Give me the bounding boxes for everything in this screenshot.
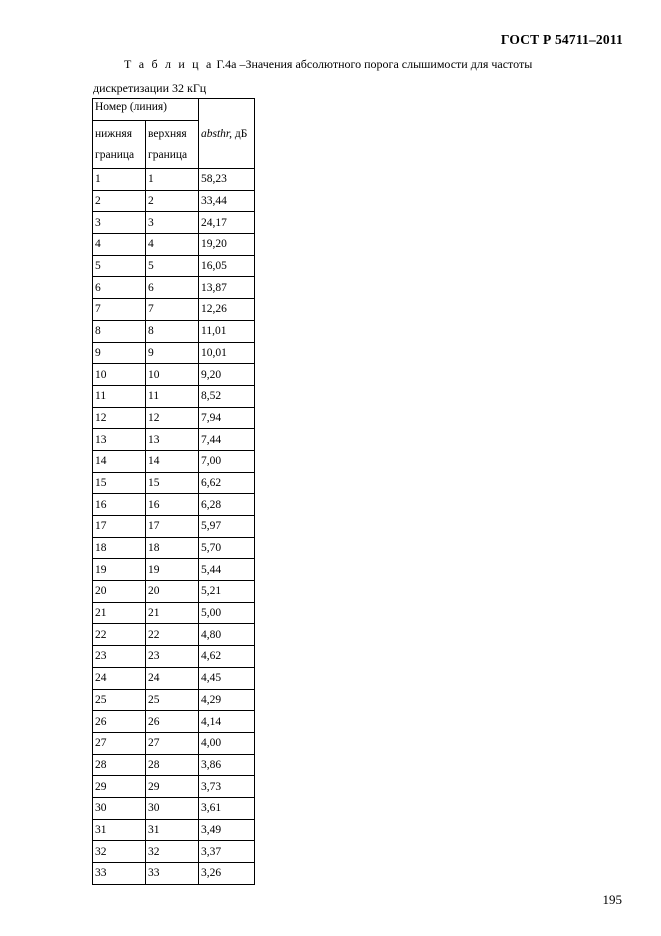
cell-upper-bound: 4 bbox=[146, 234, 199, 256]
cell-upper-bound: 31 bbox=[146, 819, 199, 841]
cell-absthr: 4,45 bbox=[199, 667, 255, 689]
cell-upper-bound: 32 bbox=[146, 841, 199, 863]
cell-absthr: 5,21 bbox=[199, 581, 255, 603]
cell-upper-bound: 17 bbox=[146, 516, 199, 538]
cell-upper-bound: 25 bbox=[146, 689, 199, 711]
table-row bbox=[93, 689, 255, 711]
cell-absthr: 4,80 bbox=[199, 624, 255, 646]
table-row bbox=[93, 429, 255, 451]
table-row bbox=[93, 776, 255, 798]
cell-lower-bound: 11 bbox=[93, 385, 146, 407]
cell-absthr: 33,44 bbox=[199, 190, 255, 212]
cell-absthr: 4,00 bbox=[199, 732, 255, 754]
table-row bbox=[93, 450, 255, 472]
table-row bbox=[93, 819, 255, 841]
table-row bbox=[93, 667, 255, 689]
cell-absthr: 5,70 bbox=[199, 537, 255, 559]
cell-upper-bound: 11 bbox=[146, 385, 199, 407]
cell-upper-bound: 3 bbox=[146, 212, 199, 234]
table-row bbox=[93, 646, 255, 668]
cell-upper-bound: 26 bbox=[146, 711, 199, 733]
cell-absthr: 10,01 bbox=[199, 342, 255, 364]
cell-upper-bound: 29 bbox=[146, 776, 199, 798]
cell-absthr: 3,61 bbox=[199, 797, 255, 819]
cell-lower-bound: 3 bbox=[93, 212, 146, 234]
cell-lower-bound: 24 bbox=[93, 667, 146, 689]
header-absthr-unit: дБ bbox=[232, 127, 248, 140]
cell-lower-bound: 28 bbox=[93, 754, 146, 776]
table-row bbox=[93, 754, 255, 776]
cell-upper-bound: 27 bbox=[146, 732, 199, 754]
cell-upper-bound: 15 bbox=[146, 472, 199, 494]
table-caption bbox=[124, 57, 532, 72]
cell-lower-bound: 17 bbox=[93, 516, 146, 538]
cell-lower-bound: 29 bbox=[93, 776, 146, 798]
cell-upper-bound: 10 bbox=[146, 364, 199, 386]
cell-absthr: 3,26 bbox=[199, 863, 255, 885]
cell-absthr: 3,49 bbox=[199, 819, 255, 841]
table-row bbox=[93, 732, 255, 754]
table-row bbox=[93, 559, 255, 581]
table-row bbox=[93, 385, 255, 407]
table-row bbox=[93, 212, 255, 234]
cell-lower-bound: 5 bbox=[93, 255, 146, 277]
cell-upper-bound: 6 bbox=[146, 277, 199, 299]
table-row bbox=[93, 537, 255, 559]
cell-absthr: 6,62 bbox=[199, 472, 255, 494]
cell-upper-bound: 30 bbox=[146, 797, 199, 819]
cell-absthr: 19,20 bbox=[199, 234, 255, 256]
table-caption-text: Г.4а –Значения абсолютного порога слышимости для частоты bbox=[213, 57, 533, 71]
table-row bbox=[93, 320, 255, 342]
table-row bbox=[93, 516, 255, 538]
table-row bbox=[93, 797, 255, 819]
table-row bbox=[93, 255, 255, 277]
table-row bbox=[93, 581, 255, 603]
cell-upper-bound: 18 bbox=[146, 537, 199, 559]
cell-absthr: 11,01 bbox=[199, 320, 255, 342]
cell-upper-bound: 23 bbox=[146, 646, 199, 668]
table-row bbox=[93, 364, 255, 386]
cell-lower-bound: 8 bbox=[93, 320, 146, 342]
cell-upper-bound: 22 bbox=[146, 624, 199, 646]
cell-absthr: 5,44 bbox=[199, 559, 255, 581]
cell-lower-bound: 18 bbox=[93, 537, 146, 559]
cell-absthr: 16,05 bbox=[199, 255, 255, 277]
cell-upper-bound: 19 bbox=[146, 559, 199, 581]
cell-absthr: 24,17 bbox=[199, 212, 255, 234]
cell-upper-bound: 33 bbox=[146, 863, 199, 885]
table-row bbox=[93, 342, 255, 364]
document-standard-header: ГОСТ Р 54711–2011 bbox=[500, 32, 623, 47]
cell-lower-bound: 9 bbox=[93, 342, 146, 364]
table-row bbox=[93, 234, 255, 256]
cell-lower-bound: 23 bbox=[93, 646, 146, 668]
cell-lower-bound: 31 bbox=[93, 819, 146, 841]
header-absthr-symbol: absthr, bbox=[201, 127, 232, 140]
cell-upper-bound: 16 bbox=[146, 494, 199, 516]
cell-lower-bound: 15 bbox=[93, 472, 146, 494]
cell-absthr: 7,44 bbox=[199, 429, 255, 451]
cell-absthr: 13,87 bbox=[199, 277, 255, 299]
threshold-table bbox=[92, 98, 255, 885]
cell-absthr: 5,00 bbox=[199, 602, 255, 624]
cell-absthr: 3,73 bbox=[199, 776, 255, 798]
cell-upper-bound: 5 bbox=[146, 255, 199, 277]
cell-absthr: 7,94 bbox=[199, 407, 255, 429]
table-caption-continuation: дискретизации 32 кГц bbox=[93, 81, 207, 95]
cell-upper-bound: 20 bbox=[146, 581, 199, 603]
cell-upper-bound: 1 bbox=[146, 169, 199, 191]
cell-upper-bound: 2 bbox=[146, 190, 199, 212]
cell-lower-bound: 10 bbox=[93, 364, 146, 386]
cell-upper-bound: 13 bbox=[146, 429, 199, 451]
header-absthr bbox=[199, 99, 255, 169]
table-row bbox=[93, 277, 255, 299]
table-row bbox=[93, 169, 255, 191]
page-number: 195 bbox=[602, 892, 622, 907]
cell-lower-bound: 7 bbox=[93, 299, 146, 321]
cell-upper-bound: 21 bbox=[146, 602, 199, 624]
cell-lower-bound: 30 bbox=[93, 797, 146, 819]
cell-absthr: 9,20 bbox=[199, 364, 255, 386]
cell-lower-bound: 13 bbox=[93, 429, 146, 451]
cell-lower-bound: 25 bbox=[93, 689, 146, 711]
cell-absthr: 7,00 bbox=[199, 450, 255, 472]
cell-lower-bound: 14 bbox=[93, 450, 146, 472]
table-row bbox=[93, 863, 255, 885]
cell-absthr: 5,97 bbox=[199, 516, 255, 538]
table-row bbox=[93, 190, 255, 212]
cell-lower-bound: 6 bbox=[93, 277, 146, 299]
cell-absthr: 3,37 bbox=[199, 841, 255, 863]
cell-upper-bound: 24 bbox=[146, 667, 199, 689]
cell-upper-bound: 12 bbox=[146, 407, 199, 429]
cell-lower-bound: 2 bbox=[93, 190, 146, 212]
cell-absthr: 4,14 bbox=[199, 711, 255, 733]
cell-lower-bound: 12 bbox=[93, 407, 146, 429]
header-upper-bound: верхняя граница bbox=[146, 121, 199, 169]
table-row bbox=[93, 299, 255, 321]
table-row bbox=[93, 472, 255, 494]
table-row bbox=[93, 711, 255, 733]
cell-lower-bound: 27 bbox=[93, 732, 146, 754]
cell-absthr: 3,86 bbox=[199, 754, 255, 776]
table-row bbox=[93, 602, 255, 624]
table-body bbox=[93, 169, 255, 885]
table-caption-label: Т а б л и ц а bbox=[124, 57, 214, 71]
cell-lower-bound: 19 bbox=[93, 559, 146, 581]
table-row bbox=[93, 624, 255, 646]
cell-upper-bound: 14 bbox=[146, 450, 199, 472]
cell-absthr: 4,29 bbox=[199, 689, 255, 711]
cell-lower-bound: 22 bbox=[93, 624, 146, 646]
cell-absthr: 8,52 bbox=[199, 385, 255, 407]
cell-lower-bound: 4 bbox=[93, 234, 146, 256]
cell-lower-bound: 20 bbox=[93, 581, 146, 603]
cell-lower-bound: 33 bbox=[93, 863, 146, 885]
table-row bbox=[93, 841, 255, 863]
cell-absthr: 4,62 bbox=[199, 646, 255, 668]
cell-upper-bound: 28 bbox=[146, 754, 199, 776]
cell-upper-bound: 8 bbox=[146, 320, 199, 342]
cell-upper-bound: 7 bbox=[146, 299, 199, 321]
header-lower-bound: нижняя граница bbox=[93, 121, 146, 169]
cell-lower-bound: 32 bbox=[93, 841, 146, 863]
cell-lower-bound: 21 bbox=[93, 602, 146, 624]
cell-lower-bound: 1 bbox=[93, 169, 146, 191]
header-line-number-group: Номер (линия) bbox=[93, 99, 199, 121]
cell-absthr: 6,28 bbox=[199, 494, 255, 516]
table-row bbox=[93, 494, 255, 516]
cell-lower-bound: 26 bbox=[93, 711, 146, 733]
cell-upper-bound: 9 bbox=[146, 342, 199, 364]
cell-absthr: 58,23 bbox=[199, 169, 255, 191]
cell-absthr: 12,26 bbox=[199, 299, 255, 321]
table-row bbox=[93, 407, 255, 429]
cell-lower-bound: 16 bbox=[93, 494, 146, 516]
